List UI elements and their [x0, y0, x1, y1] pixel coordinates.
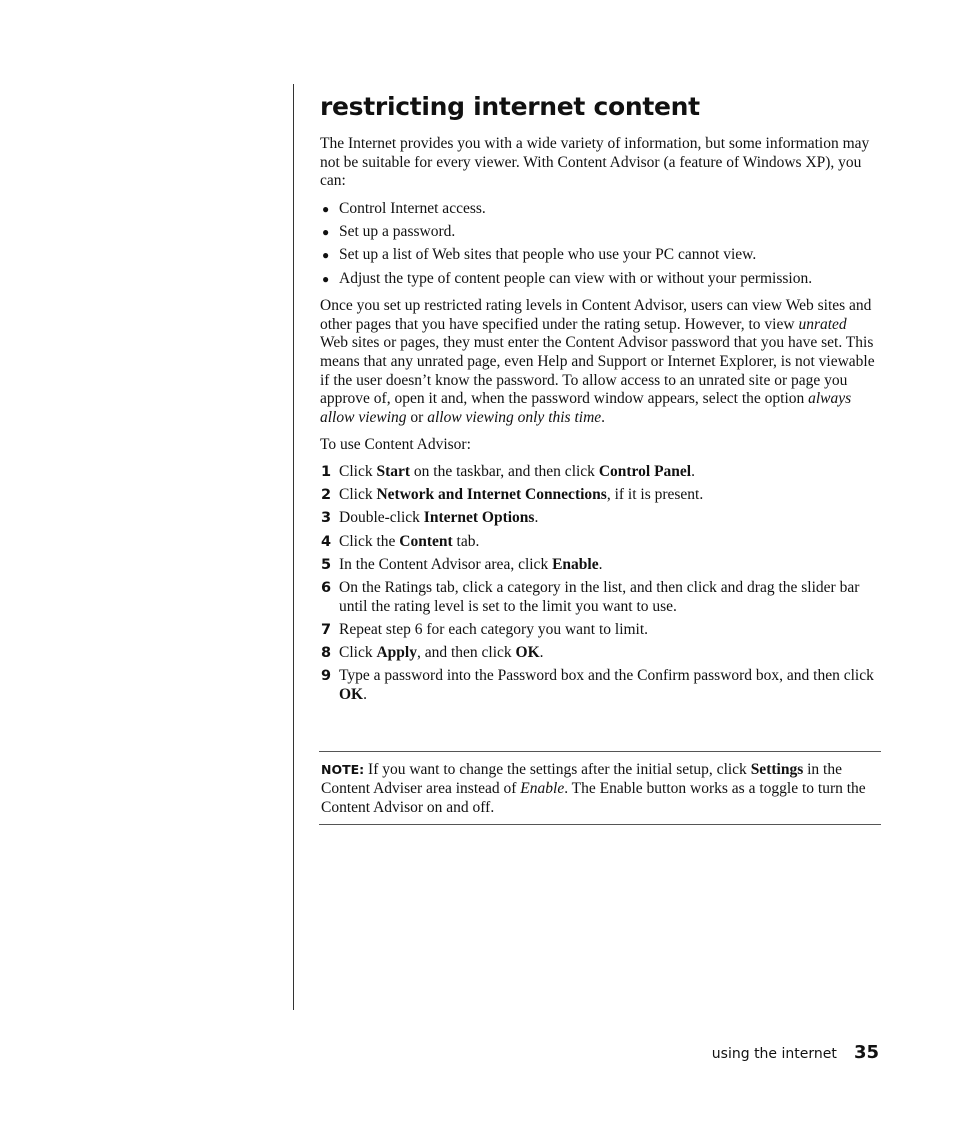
step-item [320, 509, 876, 528]
step-item [320, 533, 876, 552]
step-number: 5 [321, 556, 332, 573]
step-text: Click Start on the taskbar, and then click Control Panel. [339, 462, 695, 480]
step-number: 9 [321, 668, 332, 685]
step-text: Click Network and Internet Connections, if it is present. [339, 486, 704, 504]
step-number: 4 [321, 533, 332, 550]
footer-section-title: using the internet [711, 1046, 837, 1062]
step-item [320, 463, 876, 482]
details-paragraph: Once you set up restricted rating levels in Content Advisor, users can view Web sites and other pages that you have specified under the rating setup. However, to view unrated Web sites or pages, they must enter the Content Advisor password that you have set. This means that any unrated page, even Help and Support or Internet Explorer, is not viewable if the user doesn’t know the password. To allow access to an unrated site or page you approve of, open it and, when the password window appears, select the option always allow viewing or allow viewing only this time. [320, 297, 875, 426]
step-text: Click Apply, and then click OK. [339, 643, 544, 661]
step-number: 6 [321, 579, 332, 596]
note-text: If you want to change the settings after the initial setup, click Settings in the Content Adviser area instead of Enable. The Enable button works as a toggle to turn the Content Advisor on and off. [321, 761, 866, 816]
step-text: On the Ratings tab, click a category in the list, and then click and drag the slider bar until the rating level is set to the limit you want to use. [339, 578, 860, 615]
steps-intro: To use Content Advisor: [320, 436, 471, 454]
page-footer [712, 1042, 879, 1063]
step-item [320, 644, 876, 663]
step-item [320, 556, 876, 575]
step-number: 1 [321, 463, 332, 480]
step-text: In the Content Advisor area, click Enable. [339, 555, 603, 573]
step-number: 7 [321, 621, 332, 638]
step-text: Click the Content tab. [339, 532, 480, 550]
list-item: ● Control Internet access. [322, 199, 486, 217]
intro-paragraph: The Internet provides you with a wide variety of information, but some information may not be suitable for every viewer. With Content Advisor (a feature of Windows XP), you can: [320, 135, 870, 190]
step-number: 8 [321, 644, 332, 661]
main-content [320, 92, 876, 709]
note-box [319, 751, 881, 825]
list-item: ● Adjust the type of content people can view with or without your permission. [322, 269, 813, 287]
step-number: 2 [321, 487, 332, 504]
step-text: Double-click Internet Options. [339, 509, 539, 527]
bullet-icon: ● [322, 201, 330, 216]
bullet-icon: ● [322, 271, 330, 286]
list-item: ● Set up a password. [322, 223, 456, 241]
list-item: ● Set up a list of Web sites that people who use your PC cannot view. [322, 246, 757, 264]
step-item [320, 486, 876, 505]
page-title: restricting internet content [320, 92, 700, 121]
step-item [320, 579, 876, 616]
margin-rule [293, 84, 294, 1010]
bullet-icon: ● [322, 225, 330, 240]
feature-list [320, 200, 876, 288]
step-number: 3 [321, 510, 332, 527]
note-label: NOTE: [321, 762, 365, 777]
step-item [320, 621, 876, 640]
step-item [320, 667, 876, 704]
page-number: 35 [853, 1042, 879, 1063]
bullet-icon: ● [322, 248, 330, 263]
step-text: Type a password into the Password box and the Confirm password box, and then click OK. [339, 667, 874, 703]
steps-list [320, 463, 876, 704]
step-text: Repeat step 6 for each category you want to limit. [339, 620, 649, 638]
